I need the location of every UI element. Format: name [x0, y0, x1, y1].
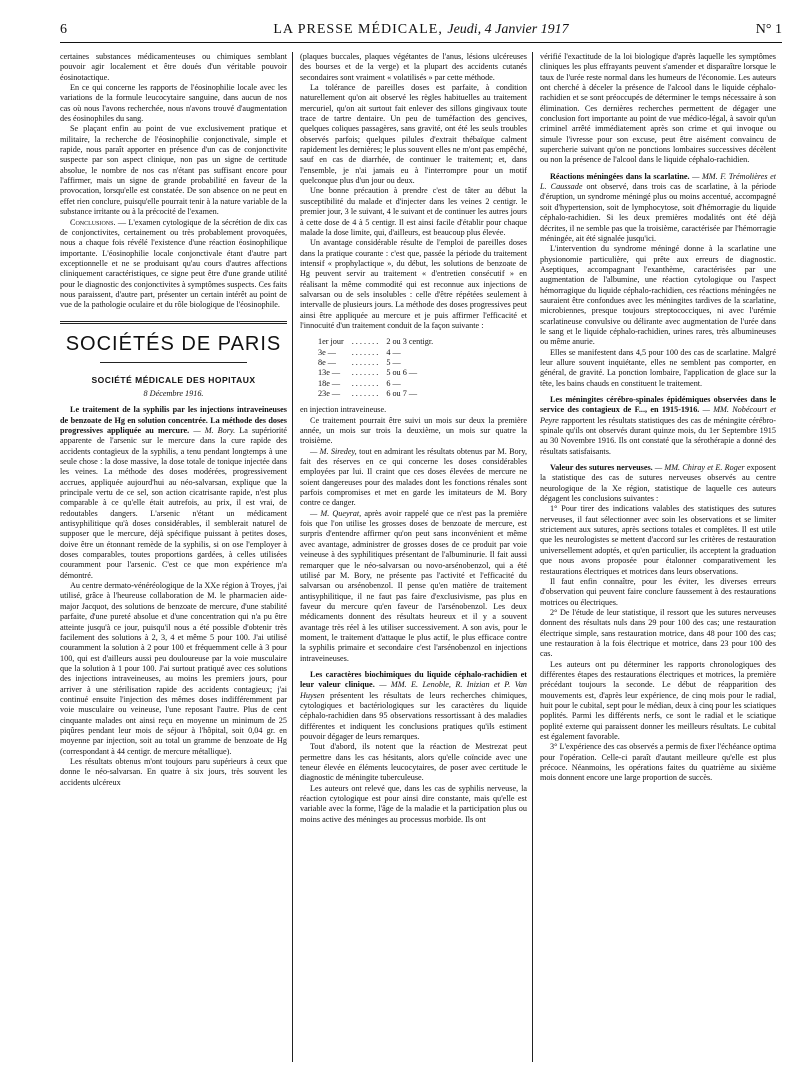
conclusions-text: — L'examen cytologique de la sécrétion de dix cas de conjonctivites, certainement ou très probablement provoquées, nous a chaque fois révélé l'existence d'une réaction éosinophilique importante. L'éosinophilie locale conjonctivale étant d'autre part exceptionnelle et ne se produisant qu'au cours d'autres affections cliniquement caractéristiques, ce signe peut être d'une grande utilité pour le diagnostic des conjonctivites à symptômes suspects. Ces faits nous paraissent, d'autre part, présenter un certain intérêt au point de vue de la pathologie oculaire et du rôle biologique de l'éosinophile.	[60, 217, 287, 310]
article-text: La supériorité apparente de l'arsenic sur le mercure dans la cure rapide des accidents contagieux de la syphilis, a tenu pendant longtemps à une seule chose : la dose massive, la dose totale de tonique injectée dans les veines. La méthode des doses modérées, progressivement accrues, appliquée aujourd'hui au néo-salvarsan, explique que la principale vertu de ce sel, son action cicatrisante rapide, n'est plus comparable à ce qu'elle était autrefois, au prix, il est vrai, de redoutables dangers. L'arsenic n'étant un médicament antisyphilitique qu'à doses considérables, il semblerait naturel de supposer que le mercure, déjà spécifique puissant à petites doses, doive être un étonnant remède de la syphilis, si on ose l'employer à doses comparables, toutes proportions gardées, à celles utilisées couramment pour l'arsenic. C'est ce que mon expérience m'a démontré.	[60, 425, 287, 580]
dose-amount: 4 —	[386, 347, 401, 357]
discussion-text: tout en admirant les résultats obtenus par M. Bory, fait des réserves en ce qui concerne les doses considérables employées par lui. Il craint que ces doses élevées de mercure ne soient dangereuses pour des malades dont les fonctions rénales sont parfois compromises et met en garde les imitateurs de M. Bory contre ce danger.	[300, 446, 527, 508]
paragraph: Se plaçant enfin au point de vue exclusivement pratique et militaire, la recherche de l'éosinophilie conjonctivale, simple et rapide, nous paraît apporter en présence d'un cas de conjonctivite suspecte par son aspect clinique, non pas un signe de certitude absolue, le nombre de nos cas n'étant pas suffisant encore pour l'affirmer, mais un signe de grande probabilité en faveur de la provocation, lorsqu'elle est constatée. De son absence on ne peut en effet rien conclure, puisqu'elle pourrait tenir à la nature variable de la substance irritante ou à la précocité de l'examen.	[60, 124, 287, 217]
column-divider	[292, 52, 293, 1062]
article-author: — MM. F. Trémolières et L. Caussade	[540, 171, 776, 192]
article-title: Réactions méningées dans la scarlatine.	[550, 171, 690, 181]
table-row: 23e — . . . . . . . 6 ou 7 —	[314, 389, 437, 399]
article-paragraph	[300, 670, 527, 742]
journal-title	[60, 22, 782, 38]
column-left	[60, 52, 287, 1072]
paragraph: L'intervention du syndrome méningé donne à la scarlatine une physionomie particulière, qui prête aux erreurs de diagnostic. Aseptiques, accompagnant l'exanthème, caractérisées par une augmentation de l'albumine, une réaction cytologique ou l'aspect hémorragique du liquide céphalo-rachidien, ces réactions méningées ne sauraient être confondues avec les méningites tardives de la scarlatine, microbiennes, presque toujours streptococciques, ni avec l'urémie scarlatineuse convulsive ou délirante avec augmentation de l'urée dans le sang et le liquide céphalo-rachidien, urines rares, très albumineuses ou même anurie.	[540, 244, 776, 347]
section-rule	[60, 321, 287, 324]
discussant-name: — M. Queyrat,	[310, 508, 362, 518]
dose-day: 18e —	[318, 378, 341, 388]
issue-number: N° 1	[755, 22, 782, 37]
article-author: — MM. E. Lenoble, R. Inizian et P. Van Huysen	[300, 680, 527, 700]
dose-day: 23e —	[318, 389, 341, 398]
paragraph: Un avantage considérable résulte de l'emploi de pareilles doses dans la pratique courante : c'est que, passée la période du traitement intensif « prophylactique », du début, les solutions de benzoate de Hg peuvent servir au traitement « d'entretien consécutif » en réalisant la même commodité qui est reconnue aux injections de salvarsan ou de sels insolubles : celle d'être répétées seulement à intervalle de plusieurs jours. La méthode des doses progressives peut ainsi être appliquée au mercure et je puis affirmer l'efficacité et l'innocuité d'un traitement conduit de la façon suivante :	[300, 238, 527, 330]
paragraph: Les auteurs ont relevé que, dans les cas de syphilis nerveuse, la réaction cytologique est pour ainsi dire constante, mais qu'elle est variable avec la forme, l'âge de la maladie et la participation plus ou moins active des méninges au processus morbide. Ils ont	[300, 783, 527, 824]
paragraph: vérifié l'exactitude de la loi biologique d'après laquelle les symptômes cliniques les plus effrayants peuvent s'amender et disparaître lorsque le taux de l'urée reste normal dans les humeurs de l'économie. Les auteurs ont cherché à déceler la présence de l'alcool dans le liquide céphalo-rachidien et se sont préoccupés de déterminer le temps nécessaire à son élimination. Ces dernières recherches permettent de dégager une conclusion fort importante au point de vue médico-légal, à savoir qu'un criminel arrêté immédiatement après son crime et qui invoque ou simule l'ivresse pour son excuse, peut être aisément convaincu de supercherie suivant qu'on ne ponctions lombaires successives décèlent ou non la présence de l'alcool dans le liquide céphalo-rachidien.	[540, 52, 776, 165]
column-middle	[300, 52, 527, 1072]
session-date: 8 Décembre 1916.	[143, 388, 204, 398]
paragraph: Une bonne précaution à prendre c'est de tâter au début la susceptibilité du malade et d'injecter dans les veines 2 centigr. le premier jour, 3 le suivant, 4 le suivant et de continuer les autres jours à cette dose de 4 à 5 centigr. Il est ainsi facile d'établir pour chaque malade la dose limite, qui, d'ailleurs, est beaucoup plus élevée.	[300, 186, 527, 237]
dose-amount: 6 ou 7 —	[386, 389, 418, 398]
article-title: Les caractères biochimiques du liquide céphalo-rachidien et leur valeur clinique.	[300, 669, 527, 690]
column-right	[540, 52, 776, 1072]
table-row: 18e — . . . . . . . 6 —	[314, 379, 437, 389]
article-paragraph	[540, 172, 776, 244]
dose-day: 3e —	[318, 347, 336, 357]
paragraph: en injection intraveineuse.	[300, 405, 387, 415]
article-title: Valeur des sutures nerveuses.	[550, 463, 653, 473]
paragraph: La tolérance de pareilles doses est parfaite, à condition naturellement qu'on ait observé les règles habituelles au traitement mercuriel, qu'on ait surtout fait enlever des sillons gingivaux toute trace de tartre dentaire. Un peu de tuméfaction des gencives, quelques coliques passagères, sans gravité, ont été les seuls troubles observés parfois; quelques pilules d'extrait thébaïque calment rapidement les dernières; le plus souvent elles ne m'ont pas empêché, sauf en cas de diarrhée, de continuer le traitement; et, dans l'ensemble, je n'ai jamais eu à l'interrompre pour un motif quelconque plus d'un jour ou deux.	[300, 83, 527, 186]
paragraph: En ce qui concerne les rapports de l'éosinophilie locale avec les variations de la formule leucocytaire sanguine, dans aucun de nos cas où nous l'avons recherchée, nous n'avons trouvé d'augmentation des éosinophiles du sang.	[60, 83, 287, 124]
discussant-name: — M. Siredey,	[310, 446, 357, 456]
discussion-paragraph	[300, 447, 527, 509]
article-paragraph	[540, 463, 776, 504]
dose-day: 13e —	[318, 368, 341, 378]
discussion-paragraph	[300, 509, 527, 664]
dosage-table	[314, 337, 437, 399]
table-row: 3e — . . . . . . . 4 —	[314, 348, 437, 358]
dose-amount: 2 ou 3 centigr.	[386, 337, 434, 347]
discussion-text: après avoir rappelé que ce n'est pas la première fois que l'on utilise les grosses doses de benzoate de mercure, est surpris d'entendre affirmer qu'on peut sans inconvénient et même avec avantage, administrer de grosses doses de ce produit par voie veineuse à des syphilitiques présentant de l'albuminurie. Il fait aussi remarquer que le néo-salvarsan ou novo-arsénobenzol, qui a été utilisé par M. Bory, ne présente pas l'activité et l'efficacité du salvarsan ou arsénobenzol. Il pense qu'en matière de traitement antisyphilitique, il ne faut pas faire d'exclusivisme, pas plus en faveur du mercure qu'en faveur de l'arsénobenzol. Les deux médicaments donnent des résultats heureux et il y a souvent avantage très réel à les utiliser successivement. A son avis, pour le moment, le traitement d'attaque le plus actif, le plus efficace contre la syphilis primaire et secondaire c'est l'arsénobenzol en injections intraveineuses.	[300, 508, 527, 663]
article-text: rapportent les résultats statistiques des cas de méningite cérébro-spinale qu'ils ont observés durant quinze mois, du 1er Septembre 1915 au 30 Novembre 1916. Ils ont constaté que la sérothérapie a donné des résultats satisfaisants.	[540, 415, 776, 456]
section-title: SOCIÉTÉS DE PARIS	[65, 332, 282, 355]
paragraph: Elles se manifestent dans 4,5 pour 100 des cas de scarlatine. Malgré leur allure souvent inquiétante, elles ne semblent pas comporter, en général, de gravité. La ponction lombaire, l'application de glace sur la tête, les bains chauds en constituent le traitement.	[540, 347, 776, 388]
article-author: — M. Bory.	[193, 425, 236, 435]
section-rule	[100, 362, 247, 363]
page-number: 6	[60, 22, 67, 37]
article-paragraph	[540, 395, 776, 457]
table-row: 13e — . . . . . . . 5 ou 6 —	[314, 368, 437, 378]
article-text: exposent la statistique des cas de sutures nerveuses observés au centre neurologique de la Xe région, statistique de laquelle ces auteurs dégagent les conclusions suivantes :	[540, 463, 776, 504]
table-row: 1er jour . . . . . . . 2 ou 3 centigr.	[314, 337, 437, 347]
paragraph: certaines substances médicamenteuses ou chimiques semblant pouvoir agir localement et être doués d'un véritable pouvoir éosinotactique.	[60, 52, 287, 82]
paragraph: Les résultats obtenus m'ont toujours paru supérieurs à ceux que donne le néo-salvarsan. En quatre à six jours, très souvent les accidents ulcéreux	[60, 756, 287, 787]
conclusions-paragraph	[60, 218, 287, 311]
article-title: Les méningites cérébro-spinales épidémiques observées dans le service des contagieux de F..., en 1915-1916.	[540, 395, 776, 415]
journal-name: LA PRESSE MÉDICALE,	[273, 22, 443, 37]
dose-amount: 6 —	[386, 378, 401, 388]
paragraph: 2° De l'étude de leur statistique, il ressort que les sutures nerveuses donnent des résultats nuls dans 29 pour 100 des cas; une restauration électrique simple, sans restauration motrice, dans 48 pour 100 des cas; une restauration à la fois électrique et motrice, dans 23 pour 100 des cas.	[540, 607, 776, 659]
conclusions-label: Conclusions.	[70, 217, 116, 227]
paragraph: 3° L'expérience des cas observés a permis de fixer l'échéance optima pour l'opération. Celle-ci paraît d'autant meilleure qu'elle est plus précoce. Néanmoins, les opérations faites du quatrième au sixième mois donnent encore une large proportion de succès.	[540, 742, 776, 783]
paragraph: 1° Pour tirer des indications valables des statistiques des sutures nerveuses, il faut sélectionner avec soin les observations et se limiter strictement aux sutures, après sections totales et complètes. Il est utile que les neurologistes se mettent d'accord sur les critères de restauration universellement adoptés, et qu'en particulier, ils acceptent la graduation que nous avons proposée pour étalonner comparativement les restaurations électriques et motrices dans leurs observations.	[540, 504, 776, 576]
paragraph: (plaques buccales, plaques végétantes de l'anus, lésions ulcéreuses des bourses et de la verge) et la plupart des accidents cutanés secondaires sont vraiment « volatilisés » par cette méthode.	[300, 52, 527, 82]
dose-amount: 5 —	[386, 357, 401, 367]
article-author: — MM. Chiray et E. Roger	[654, 463, 745, 473]
paragraph: Tout d'abord, ils notent que la réaction de Mestrezat peut permettre dans les cas hésitants, alors qu'elle coïncide avec une teneur élevée en éléments leucocytaires, de poser avec certitude le diagnostic de méningite tuberculeuse.	[300, 742, 527, 783]
society-name: SOCIÉTÉ MÉDICALE DES HOPITAUX	[91, 374, 256, 385]
table-row: 8e — . . . . . . . 5 —	[314, 358, 437, 368]
issue-date: Jeudi, 4 Janvier 1917	[447, 22, 569, 37]
paragraph: Au centre dermato-vénéréologique de la XXe région à Troyes, j'ai utilisé, grâce à l'heureuse collaboration de M. le pharmacien aide-major Jacquot, des solutions de benzoate de mercure, d'une stabilité parfaite, d'une pureté absolue et d'une concentration qui n'a pu être atteinte jusqu'à ce jour, puisqu'il nous a été possible d'obtenir très facilement des solutions à 2, 3, 4 et même 5 pour 100. J'ai utilisé couramment la solution à 2 pour 100 et fréquemment celle à 3 pour 100, qui est d'ailleurs aussi peu douloureuse par la voie musculaire que la solution à 1 pour 100. J'ai surtout pratiqué avec ces solutions des injections intraveineuses, au moins les premiers jours, pour arriver à une stérilisation rapide des accidents contagieux; j'ai continué ensuite l'injection des mêmes doses indifféremment par voie musculaire ou veineuse, l'une reposant l'autre. Plus de cent cinquante malades ont ainsi reçu en moyenne un minimum de 25 piqûres pendant leur mois de séjour à l'hôpital, soit 0,04 gr. en moyenne par injection, soit au total un gramme de benzoate de Hg (correspondant à 44 centigr. de mercure métallique).	[60, 581, 287, 756]
article-text: ont observé, dans trois cas de scarlatine, à la période d'éruption, un syndrome méningé plus ou moins accentué, accompagné soit d'hypertension, soit de lymphocytose, soit d'hémorragie du liquide céphalo-rachidien. Si les deux premières modalités ont été déjà décrites, il ne semble pas que la troisième, caractérisée par l'hémorragie méningée, ait été signalée jusqu'ici.	[540, 182, 776, 243]
article-paragraph	[60, 405, 287, 581]
paragraph: Les auteurs ont pu déterminer les rapports chronologiques des différentes étapes des restaurations électriques et motrices, la première précédant toujours la seconde. Le début de réapparition des mouvements est, d'après leur expérience, de cinq mois pour le radial, huit pour le cubital, sept pour le médian, deux à cinq pour les sciatiques poplités. Parmi les différents nerfs, ce sont le radial et le sciatique poplité externe qui paraissent donner les meilleurs résultats. Le cubital est également favorable.	[540, 659, 776, 741]
dose-day: 1er jour	[318, 337, 344, 347]
article-title: Le traitement de la syphilis par les injections intraveineuses de benzoate de Hg en solution concentrée. La méthode des doses progressives appliquée au mercure.	[60, 405, 287, 435]
paragraph: Ce traitement pourrait être suivi un mois sur deux la première année, un mois sur trois la deuxième, un mois sur quatre la troisième.	[300, 415, 527, 446]
column-divider	[532, 52, 533, 1062]
article-text: présentent les résultats de leurs recherches chimiques, cytologiques et bactériologiques sur les caractères du liquide céphalo-rachidien dans 95 observations ressortissant à des maladies différentes et indiquent les conclusions pratiques qu'ils estiment pouvoir dégager de leurs remarques.	[300, 690, 527, 741]
dose-day: 8e —	[318, 357, 336, 367]
article-author: — MM. Nobécourt et Peyre	[540, 405, 776, 425]
paragraph: Il faut enfin connaître, pour les éviter, les diverses erreurs d'observation qui peuvent faire conclure faussement à des restaurations motrices ou électriques.	[540, 576, 776, 607]
dose-amount: 5 ou 6 —	[386, 368, 418, 378]
page-header	[60, 20, 782, 43]
